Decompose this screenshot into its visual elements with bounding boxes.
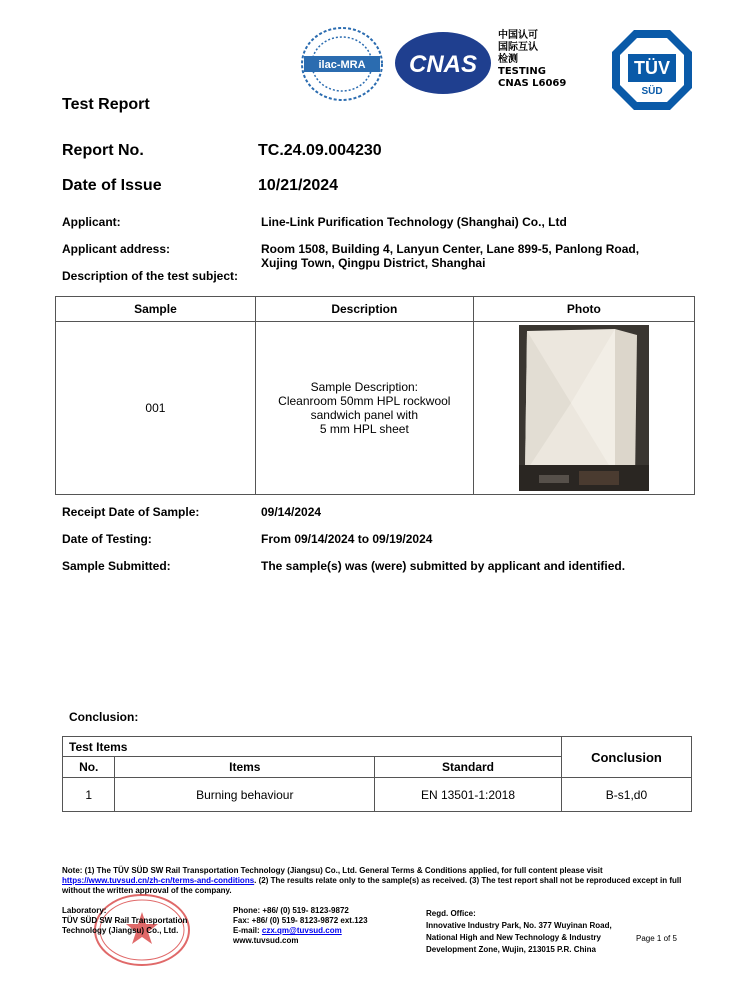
sample-submitted-label: Sample Submitted: bbox=[62, 559, 171, 573]
no-header: No. bbox=[63, 757, 115, 778]
receipt-date-value: 09/14/2024 bbox=[261, 505, 322, 519]
test-items-header: Test Items bbox=[63, 737, 562, 757]
sample-description: Sample Description: Cleanroom 50mm HPL rockwool sandwich panel with 5 mm HPL sheet bbox=[255, 322, 473, 495]
issue-date-value: 10/21/2024 bbox=[258, 177, 339, 194]
applicant-label: Applicant: bbox=[62, 215, 121, 229]
terms-note: Note: (1) The TÜV SÜD SW Rail Transportation Technology (Jiangsu) Co., Ltd. General Terms & Conditions applied, for full content please visit https://www.tuvsud.cn/zh-cn/terms-and-conditions. (2) The results relate only to the sample(s) as received. (3) The test report shall not be reproduced except in full without the written approval of the company. bbox=[62, 866, 682, 895]
sample-table bbox=[55, 296, 695, 495]
cnas-cert-text: 中国认可 国际互认 检测 TESTING CNAS L6069 bbox=[498, 30, 567, 89]
sample-header: Sample bbox=[56, 297, 256, 322]
svg-text:SÜD: SÜD bbox=[641, 86, 663, 97]
svg-text:CNAS: CNAS bbox=[408, 51, 478, 78]
receipt-date-label: Receipt Date of Sample: bbox=[62, 505, 200, 519]
registered-office: Regd. Office: Innovative Industry Park, No. 377 Wuyinan Road, National High and New Technology & Industry Development Zone, Wujin, 213015 P.R. China bbox=[426, 909, 612, 954]
address-line-1: Room 1508, Building 4, Lanyun Center, Lane 899-5, Panlong Road, bbox=[261, 242, 640, 256]
report-no-value: TC.24.09.004230 bbox=[258, 142, 382, 159]
row-item: Burning behaviour bbox=[115, 778, 375, 812]
address-line-2: Xujing Town, Qingpu District, Shanghai bbox=[261, 256, 486, 270]
items-header: Items bbox=[115, 757, 375, 778]
row-standard: EN 13501-1:2018 bbox=[375, 778, 562, 812]
conclusion-header: Conclusion bbox=[561, 737, 691, 778]
row-conclusion: B-s1,d0 bbox=[561, 778, 691, 812]
tuv-sud-logo bbox=[610, 28, 694, 112]
terms-link[interactable]: https://www.tuvsud.cn/zh-cn/terms-and-conditions bbox=[62, 876, 255, 885]
ilac-mra-logo bbox=[300, 26, 384, 102]
row-no: 1 bbox=[63, 778, 115, 812]
description-header: Description bbox=[255, 297, 473, 322]
sample-submitted-value: The sample(s) was (were) submitted by applicant and identified. bbox=[261, 559, 626, 573]
cnas-logo bbox=[393, 30, 493, 96]
sample-panel-photo bbox=[519, 325, 649, 491]
address-label: Applicant address: bbox=[62, 242, 171, 256]
document-title: Test Report bbox=[62, 96, 150, 113]
sample-photo-cell bbox=[473, 322, 694, 495]
standard-header: Standard bbox=[375, 757, 562, 778]
subject-label: Description of the test subject: bbox=[62, 269, 239, 283]
conclusion-label: Conclusion: bbox=[69, 710, 139, 724]
issue-date-label: Date of Issue bbox=[62, 177, 162, 194]
report-no-label: Report No. bbox=[62, 142, 144, 159]
contact-info: Phone: +86/ (0) 519- 8123-9872 Fax: +86/ (0) 519- 8123-9872 ext.123 E-mail: czx.qm@tuvsud.com www.tuvsud.com bbox=[233, 906, 368, 945]
photo-header: Photo bbox=[473, 297, 694, 322]
applicant-value: Line-Link Purification Technology (Shanghai) Co., Ltd bbox=[261, 215, 567, 229]
email-link[interactable]: czx.qm@tuvsud.com bbox=[261, 926, 342, 935]
sample-id: 001 bbox=[56, 322, 256, 495]
conclusion-table bbox=[62, 736, 692, 812]
table-row bbox=[63, 778, 692, 812]
page-number: Page 1 of 5 bbox=[636, 934, 677, 943]
svg-text:TÜV: TÜV bbox=[634, 58, 670, 78]
testing-date-value: From 09/14/2024 to 09/19/2024 bbox=[261, 532, 433, 546]
testing-date-label: Date of Testing: bbox=[62, 532, 152, 546]
laboratory-info: Laboratory: TÜV SÜD SW Rail Transportation Technology (Jiangsu) Co., Ltd. bbox=[62, 906, 188, 935]
svg-text:ilac-MRA: ilac-MRA bbox=[318, 59, 366, 71]
